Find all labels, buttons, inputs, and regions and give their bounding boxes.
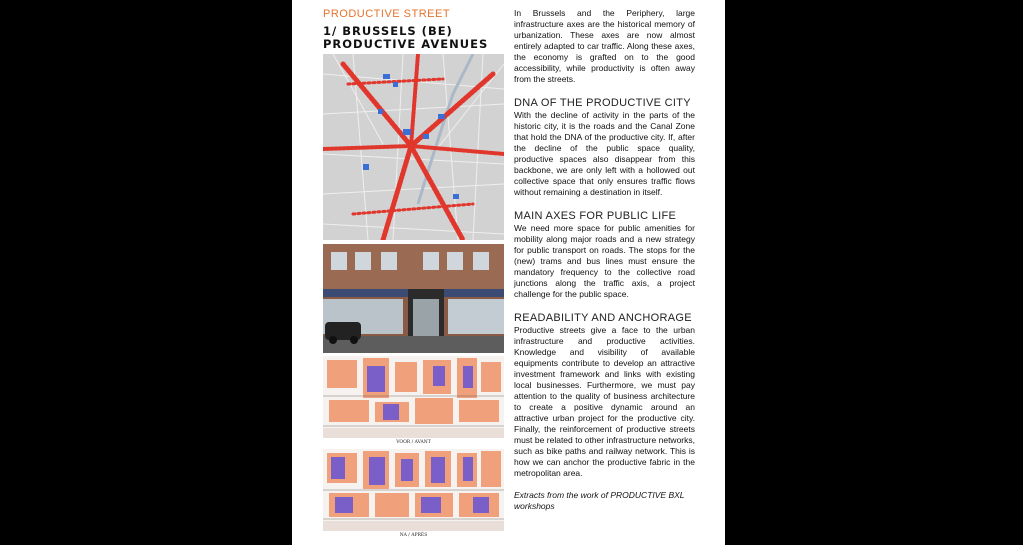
plan-before-caption: VOOR / AVANT (396, 440, 431, 445)
section-body-public-life: We need more space for public amenities for mobility along major roads and a new strategy for public transport on roads. The stops for the (new) trams and bus lines must ensure the mandatory frequency to the collective road junctions along the traffic axis, a project challenge for the public space. (514, 223, 695, 299)
credit-note: Extracts from the work of PRODUCTIVE BXL workshops (514, 490, 685, 511)
plan-after-caption: NA / APRÈS (399, 533, 428, 538)
plan-after (323, 449, 504, 531)
section-kicker: PRODUCTIVE STREET (323, 8, 451, 20)
intro-paragraph: In Brussels and the Periphery, large infrastructure axes are the historical memory of urbanization. These axes are now almost entirely adapted to car traffic. Along these axes, the economy is grafted on to the good accessibility, while productivity is often away from the streets. (514, 8, 695, 84)
title-line-2: PRODUCTIVE AVENUES (323, 37, 489, 51)
section-heading-public-life: MAIN AXES FOR PUBLIC LIFE (514, 210, 677, 222)
magazine-page (292, 0, 725, 545)
street-photo (323, 244, 504, 353)
section-heading-readability: READABILITY AND ANCHORAGE (514, 312, 692, 324)
section-body-dna: With the decline of activity in the parts of the historic city, it is the roads and the Canal Zone that hold the DNA of the productive city. If, after the decline of the public space quality, productive spaces also disappear from this backbone, we are only left with a hollowed out collective space that only ensures traffic flows without remaining a destination in itself. (514, 110, 695, 197)
article-text-column (514, 8, 695, 512)
plan-before (323, 356, 504, 438)
section-heading-dna: DNA OF THE PRODUCTIVE CITY (514, 97, 691, 109)
section-body-readability: Productive streets give a face to the urban infrastructure and productive activities. Knowledge and visibility of available equipments contribute to develop an attractive investment framework and links with existing local businesses. Furthermore, we must pay attention to the quality of business architecture to create a positive dynamic around an attractive urban project for the productive city. Finally, the reinforcement of productive streets must be related to other infrastructure networks, such as bike paths and railway network. This is how we can anchor the productive fabric in the metropolitan area. (514, 325, 695, 478)
article-title (323, 25, 488, 51)
brussels-map-figure (323, 54, 504, 240)
title-line-1: 1/ BRUSSELS (BE) (323, 24, 453, 38)
